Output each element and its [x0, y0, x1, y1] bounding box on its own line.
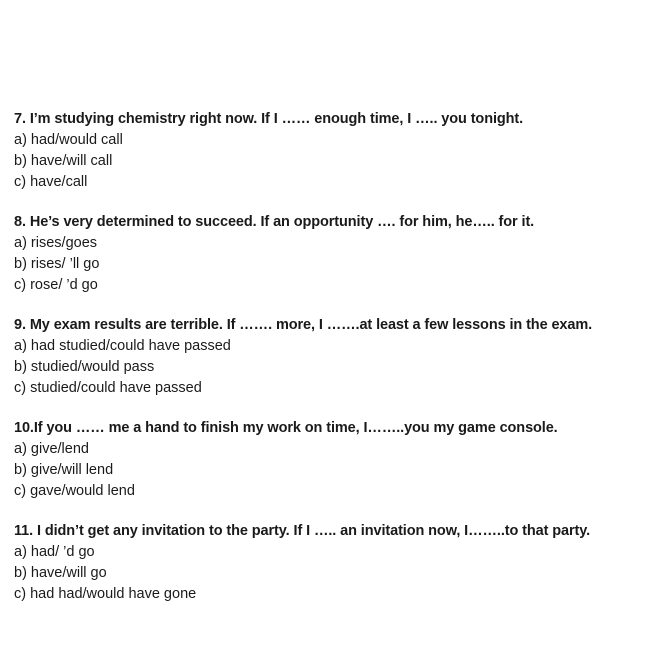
- option-a: a) give/lend: [14, 441, 89, 457]
- worksheet: [14, 109, 654, 624]
- option-b: b) have/will go: [14, 565, 107, 581]
- option-b: b) rises/ ’ll go: [14, 256, 100, 272]
- question-text: 8. He’s very determined to succeed. If an opportunity …. for him, he….. for it.: [14, 214, 535, 230]
- option-c: c) gave/would lend: [14, 483, 135, 499]
- option-b: b) have/will call: [14, 153, 113, 169]
- option-c: c) rose/ ’d go: [14, 277, 98, 293]
- question-text: 7. I’m studying chemistry right now. If I …… enough time, I ….. you tonight.: [14, 111, 524, 127]
- option-c: c) have/call: [14, 174, 88, 190]
- option-a: a) had studied/could have passed: [14, 338, 231, 354]
- option-b: b) studied/would pass: [14, 359, 155, 375]
- option-c: c) studied/could have passed: [14, 380, 202, 396]
- question-text: 11. I didn’t get any invitation to the party. If I ….. an invitation now, I……..to that party.: [14, 523, 591, 539]
- question-text: 10.If you …… me a hand to finish my work on time, I……..you my game console.: [14, 420, 558, 436]
- question-11: [14, 521, 654, 605]
- question-8: [14, 212, 654, 296]
- question-text: 9. My exam results are terrible. If ……. more, I …….at least a few lessons in the exam.: [14, 317, 593, 333]
- question-7: [14, 109, 654, 193]
- option-c: c) had had/would have gone: [14, 586, 197, 602]
- question-10: [14, 418, 654, 502]
- option-a: a) had/ ’d go: [14, 544, 95, 560]
- option-a: a) rises/goes: [14, 235, 98, 251]
- option-a: a) had/would call: [14, 132, 123, 148]
- option-b: b) give/will lend: [14, 462, 114, 478]
- question-9: [14, 315, 654, 399]
